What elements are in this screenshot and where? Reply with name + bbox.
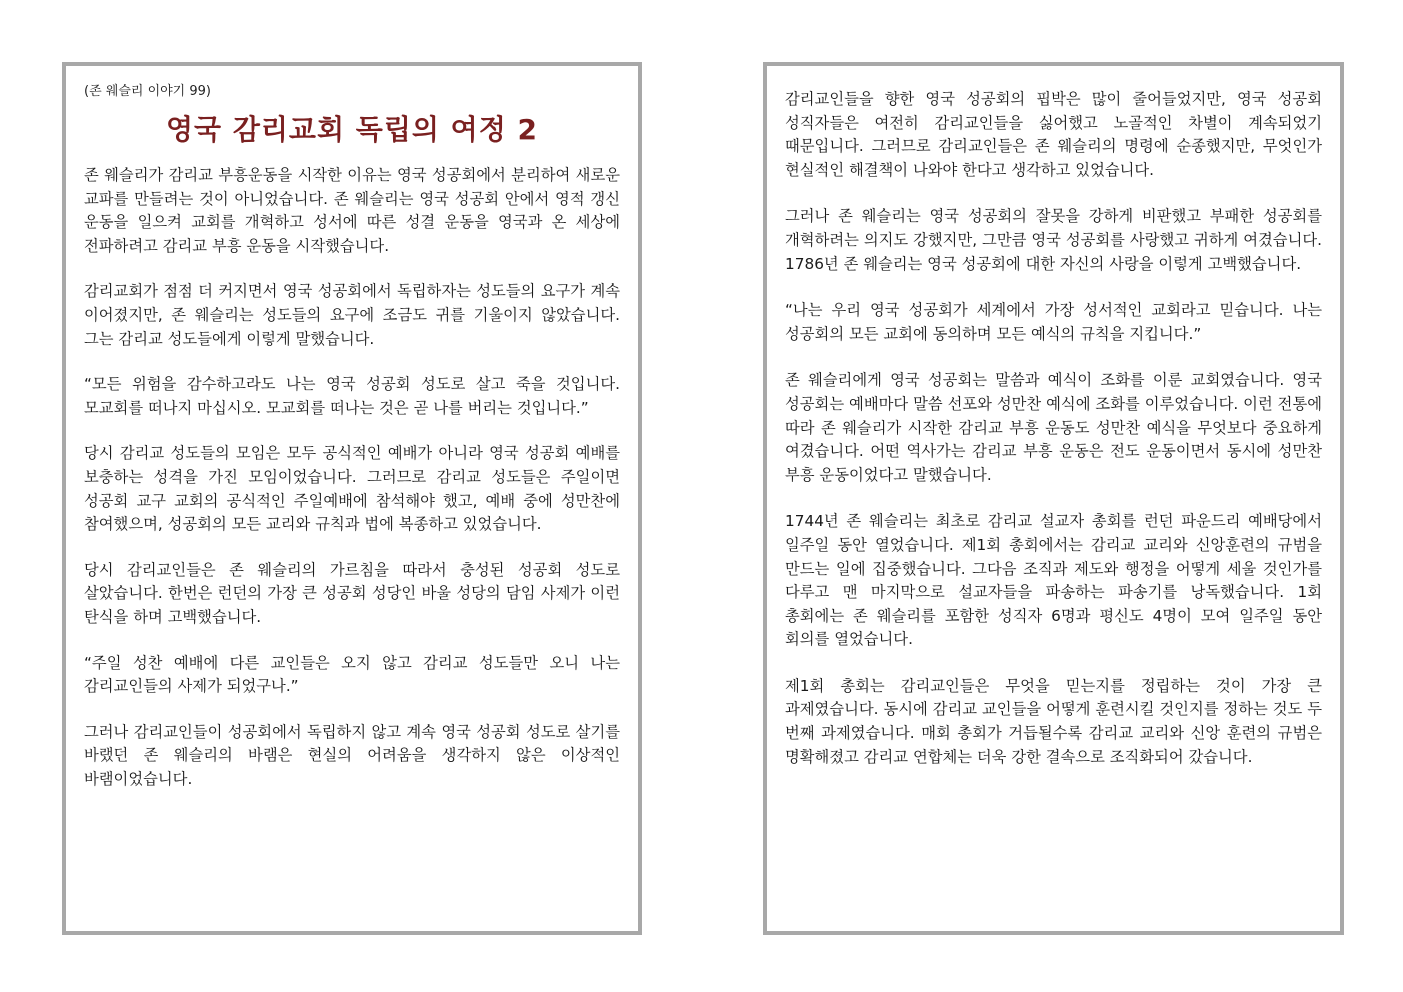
paragraph: 존 웨슬리에게 영국 성공회는 말씀과 예식이 조화를 이룬 교회였습니다. 영국 성공회는 예배마다 말씀 선포와 성만찬 예식에 조화를 이루었습니다. 이런 전통에 따라 존 웨슬리가 시작한 감리교 부흥 운동도 성만찬 예식을 무엇보다 중요하게 여겼습니다. 어떤 역사가는 감리교 부흥 운동은 전도 운동이면서 동시에 성만찬 부흥 운동이었다고 말했습니다. (785, 371, 1322, 484)
quote-paragraph: “모든 위험을 감수하고라도 나는 영국 성공회 성도로 살고 죽을 것입니다. 모교회를 떠나지 마십시오. 모교회를 떠나는 것은 곧 나를 버리는 것입니다.” (84, 375, 620, 417)
paragraph: 당시 감리교인들은 존 웨슬리의 가르침을 따라서 충성된 성공회 성도로 살았습니다. 한번은 런던의 가장 큰 성공회 성당인 바울 성당의 담임 사제가 이런 탄식을 하며 고백했습니다. (84, 560, 620, 626)
paragraph: 존 웨슬리가 감리교 부흥운동을 시작한 이유는 영국 성공회에서 분리하여 새로운 교파를 만들려는 것이 아니었습니다. 존 웨슬리는 영국 성공회 안에서 영적 갱신 운동을 일으켜 교회를 개혁하고 성서에 따른 성결 운동을 영국과 온 세상에 전파하려고 감리교 부흥 운동을 시작했습니다. (84, 166, 620, 255)
paragraph: 당시 감리교 성도들의 모임은 모두 공식적인 예배가 아니라 영국 성공회 예배를 보충하는 성격을 가진 모임이었습니다. 그러므로 감리교 성도들은 주일이면 성공회 교구 교회의 공식적인 주일예배에 참석해야 했고, 예배 중에 성만찬에 참여했으며, 성공회의 모든 교리와 규칙과 법에 복종하고 있었습니다. (84, 444, 620, 534)
quote-paragraph: “주일 성찬 예배에 다른 교인들은 오지 않고 감리교 성도들만 오니 나는 감리교인들의 사제가 되었구나.” (84, 653, 620, 696)
paragraph: 그러나 감리교인들이 성공회에서 독립하지 않고 계속 영국 성공회 성도로 살기를 바랬던 존 웨슬리의 바램은 현실의 어려움을 생각하지 않은 이상적인 바램이었습니다. (84, 722, 620, 788)
paragraph: 제1회 총회는 감리교인들은 무엇을 믿는지를 정립하는 것이 가장 큰 과제였습니다. 동시에 감리교 교인들을 어떻게 훈련시킬 것인지를 정하는 것도 두 번째 과제였습니다. 매회 총회가 거듭될수록 감리교 교리와 신앙 훈련의 규범은 명확해졌고 감리교 연합체는 더욱 강한 결속으로 조직화되어 갔습니다. (785, 676, 1322, 766)
paragraph: 그러나 존 웨슬리는 영국 성공회의 잘못을 강하게 비판했고 부패한 성공회를 개혁하려는 의지도 강했지만, 그만큼 영국 성공회를 사랑했고 귀하게 여겼습니다. 1786년 존 웨슬리는 영국 성공회에 대한 자신의 사랑을 이렇게 고백했습니다. (785, 207, 1322, 273)
right-page (763, 62, 1344, 935)
left-page (62, 62, 642, 935)
paragraph: 감리교회가 점점 더 커지면서 영국 성공회에서 독립하자는 성도들의 요구가 계속 이어졌지만, 존 웨슬리는 성도들의 요구에 조금도 귀를 기울이지 않았습니다. 그는 감리교 성도들에게 이렇게 말했습니다. (84, 282, 620, 348)
page-title: 영국 감리교회 독립의 여정 2 (165, 113, 538, 146)
quote-paragraph: “나는 우리 영국 성공회가 세계에서 가장 성서적인 교회라고 믿습니다. 나는 성공회의 모든 교회에 동의하며 모든 예식의 규칙을 지킵니다.” (785, 301, 1322, 343)
paragraph: 1744년 존 웨슬리는 최초로 감리교 설교자 총회를 런던 파운드리 예배당에서 일주일 동안 열었습니다. 제1회 총회에서는 감리교 교리와 신앙훈련의 규범을 만드는 일에 집중했습니다. 그다음 조직과 제도와 행정을 어떻게 세울 것인가를 다루고 맨 마지막으로 설교자들을 파송하는 파송기를 낭독했습니다. 1회 총회에는 존 웨슬리를 포함한 성직자 6명과 평신도 4명이 모여 일주일 동안 회의를 열었습니다. (785, 512, 1322, 649)
paragraph: 감리교인들을 향한 영국 성공회의 핍박은 많이 줄어들었지만, 영국 성공회 성직자들은 여전히 감리교인들을 싫어했고 노골적인 차별이 계속되었기 때문입니다. 그러므로 감리교인들은 존 웨슬리의 명령에 순종했지만, 무엇인가 현실적인 해결책이 나와야 한다고 생각하고 있었습니다. (785, 90, 1322, 179)
series-label: (존 웨슬리 이야기 99) (84, 84, 211, 99)
